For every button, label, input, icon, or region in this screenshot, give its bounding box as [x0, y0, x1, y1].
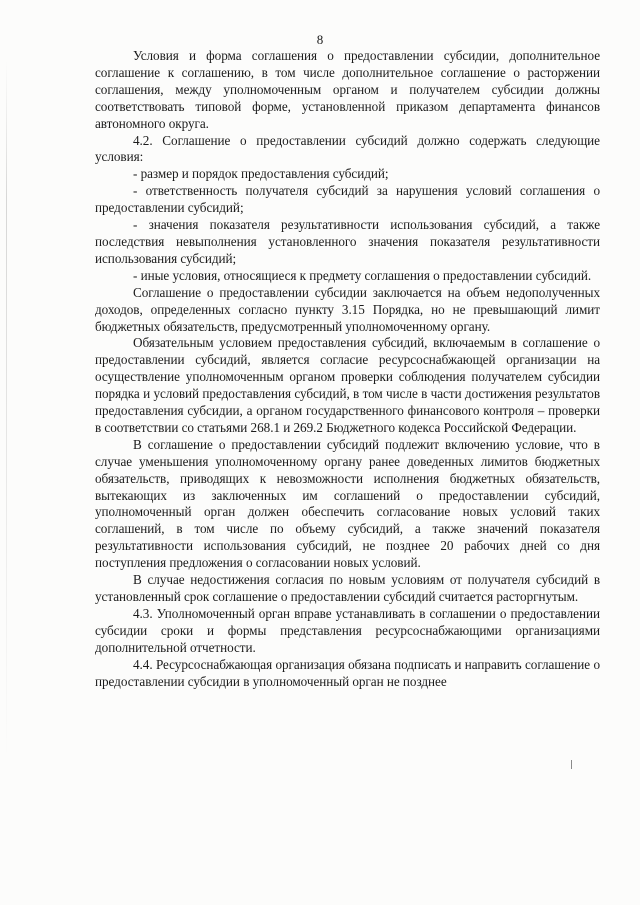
list-item-other-conditions: - иные условия, относящиеся к предмету соглашения о предоставлении субсидий. — [133, 267, 592, 283]
paragraph-mandatory-condition: Обязательным условием предоставления субсидий, включаемым в соглашение о предоставлении субсидий, является согласие ресурсоснабжающей организации на осуществление уполномоченным органом проверки соблюдения получателем субсидии порядка и условий предоставления субсидий, в том числе в части достижения результатов предоставления субсидии, а органом государственного финансового контроля – проверки в соответствии со статьями 268.1 и 269.2 Бюджетного кодекса Российской Федерации. — [95, 335, 600, 435]
paragraph-4-4: 4.4. Ресурсоснабжающая организация обязана подписать и направить соглашение о предоставлении субсидии в уполномоченный орган не позднее — [95, 656, 600, 689]
scan-speck — [571, 760, 572, 769]
paragraph-agreement-volume: Соглашение о предоставлении субсидии заключается на объем недополученных доходов, определенных согласно пункту 3.15 Порядка, но не превышающий лимит бюджетных обязательств, предусмотренный уполномоченному органу. — [95, 284, 600, 334]
scan-edge-shadow — [6, 60, 7, 760]
list-item-performance-indicator: - значения показателя результативности использования субсидий, а также последствия невыполнения установленного значения показателя результативности использования субсидий; — [95, 217, 600, 266]
paragraph-limit-reduction: В соглашение о предоставлении субсидий подлежит включению условие, что в случае уменьшения уполномоченному органу ранее доведенных лимитов бюджетных обязательств, приводящих к невозможности исполнения бюджетных обязательств, вытекающих из заключенных им соглашений о предоставлении субсидий, уполномоченный орган должен обеспечить согласование новых условий таких соглашений, в том числе по объему субсидий, а также значений показателя результативности использования субсидий, не позднее 20 рабочих дней со дня поступления предложения о согласовании новых условий. — [95, 436, 600, 571]
list-item-responsibility: - ответственность получателя субсидий за нарушения условий соглашения о предоставлении субсидий; — [95, 183, 600, 216]
page-number: 8 — [316, 32, 324, 47]
paragraph-4-2-intro: 4.2. Соглашение о предоставлении субсидий должно содержать следующие условия: — [95, 132, 600, 165]
paragraph-4-3: 4.3. Уполномоченный орган вправе устанавливать в соглашении о предоставлении субсидии сроки и формы представления ресурсоснабжающими организациями дополнительной отчетности. — [95, 605, 600, 655]
list-item-amount: - размер и порядок предоставления субсидий; — [133, 166, 389, 182]
paragraph-agreement-form: Условия и форма соглашения о предоставлении субсидии, дополнительное соглашение к соглашению, в том числе дополнительное соглашение о расторжении соглашения, между уполномоченным органом и получателем субсидии должны соответствовать типовой форме, установленной приказом департамента финансов автономного округа. — [95, 48, 600, 131]
document-body — [95, 48, 600, 690]
paragraph-termination: В случае недостижения согласия по новым условиям от получателя субсидий в установленный срок соглашение о предоставлении субсидий считается расторгнутым. — [95, 572, 600, 604]
